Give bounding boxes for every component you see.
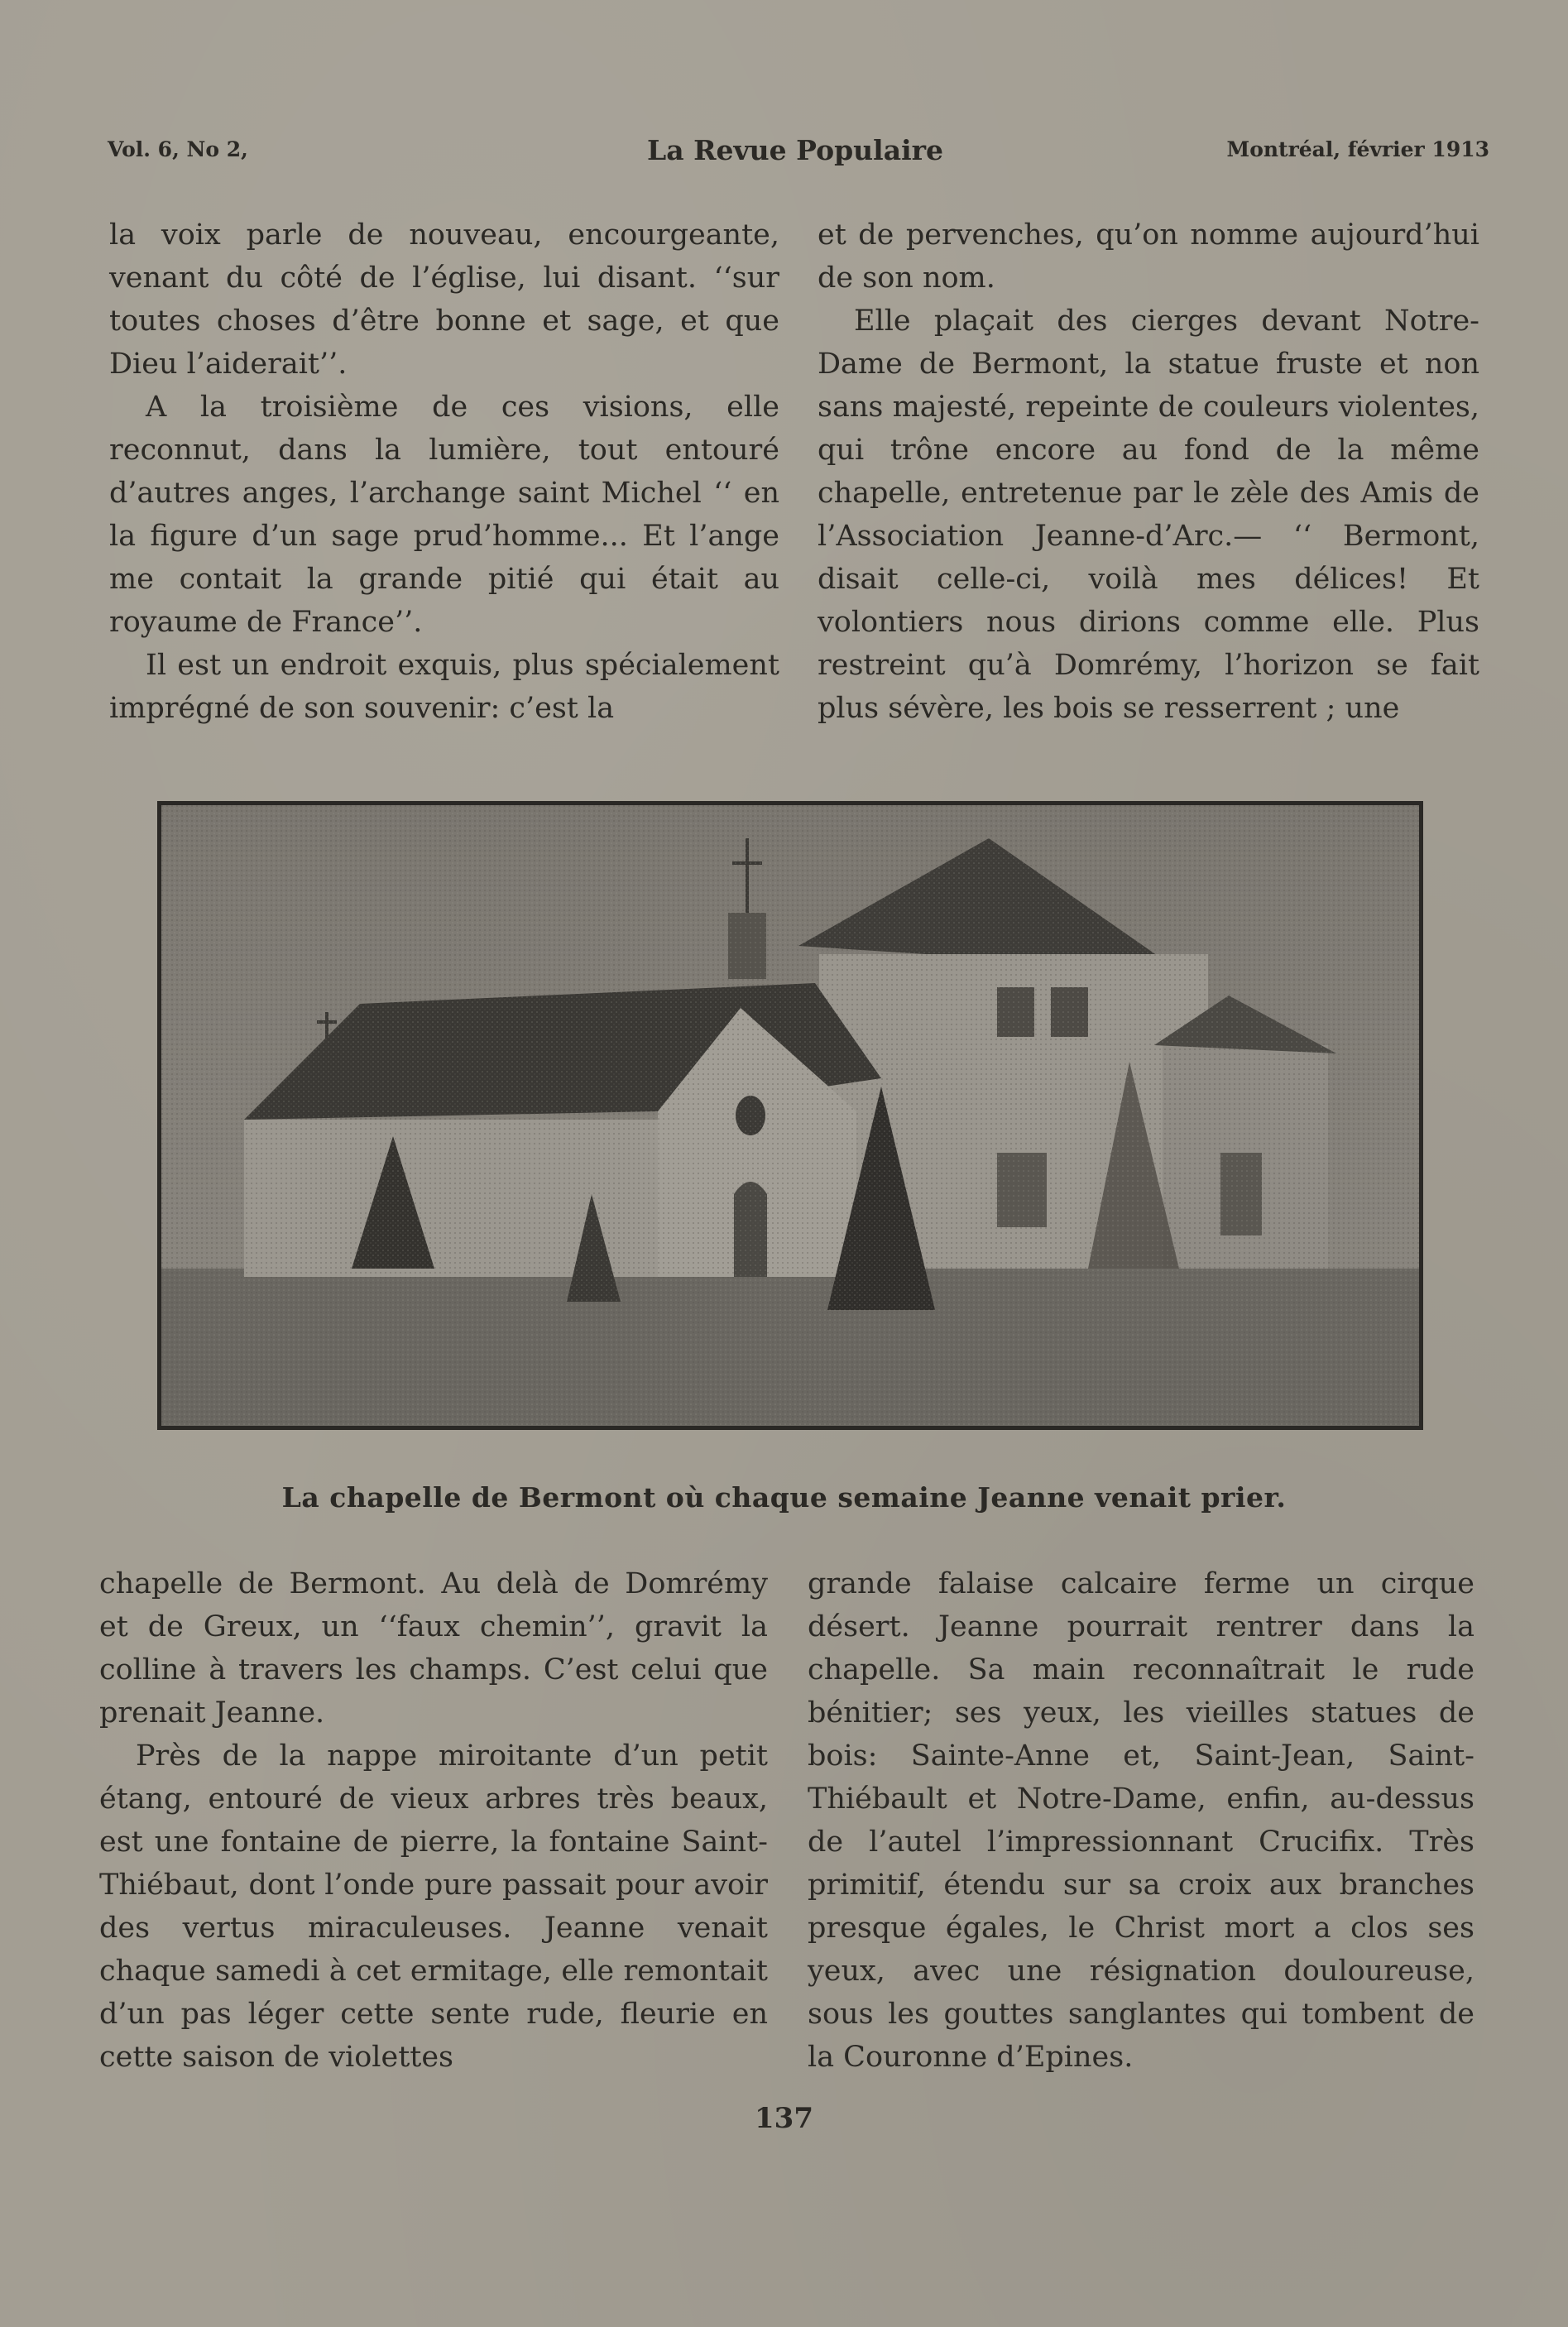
paragraph: A la troisième de ces visions, elle reconnut, dans la lumière, tout entouré d’autres anges, l’archange saint Michel ‘‘ en la figure d’un sage prud’homme... Et l’ange me contait la grande pitié qui était au royaume de France’’. — [109, 391, 779, 639]
volume-number: Vol. 6, No 2, — [108, 137, 248, 161]
running-header — [108, 134, 1489, 174]
column-top-left — [109, 214, 779, 730]
paragraph: Elle plaçait des cierges devant Notre-Dame de Bermont, la statue fruste et non sans majesté, repeinte de couleurs violentes, qui trône encore au fond de la même chapelle, entretenue par le zèle des Amis de l’Association Jeanne-d’Arc.— ‘‘ Bermont, disait celle-ci, voilà mes délices! Et volontiers nous dirions comme elle. Plus restreint qu’à Domrémy, l’horizon se fait plus sévère, les bois se resserrent ; une — [818, 305, 1479, 725]
paragraph: grande falaise calcaire ferme un cirque désert. Jeanne pourrait rentrer dans la chapelle. Sa main reconnaîtrait le rude bénitier; ses yeux, les vieilles statues de bois: Sainte-Anne et, Saint-Jean, Saint-Thiébault et Notre-Dame, enfin, au-dessus de l’autel l’impressionnant Crucifix. Très primitif, étendu sur sa croix aux branches presque égales, le Christ mort a clos ses yeux, avec une résignation douloureuse, sous les gouttes sanglantes qui tombent de la Couronne d’Epines. — [808, 1567, 1474, 2074]
paragraph: Près de la nappe miroitante d’un petit étang, entouré de vieux arbres très beaux, est une fontaine de pierre, la fontaine Saint-Thiébaut, dont l’onde pure passait pour avoir des vertus miraculeuses. Jeanne venait chaque samedi à cet ermitage, elle remontait d’un pas léger cette sente rude, fleurie en cette saison de violettes — [99, 1739, 768, 2074]
paragraph: chapelle de Bermont. Au delà de Domrémy et de Greux, un ‘‘faux chemin’’, gravit la colline à travers les champs. C’est celui que prenait Jeanne. — [99, 1567, 768, 1730]
photo-caption: La chapelle de Bermont où chaque semaine Jeanne venait prier. — [281, 1481, 1287, 1514]
column-bottom-right — [808, 1562, 1474, 2079]
column-bottom-left — [99, 1562, 768, 2079]
place-date: Montréal, février 1913 — [1226, 137, 1489, 161]
chapel-photograph — [157, 801, 1423, 1430]
column-top-right — [818, 214, 1479, 730]
chapel-photo-illustration — [161, 805, 1419, 1426]
paragraph: et de pervenches, qu’on nomme aujourd’hui de son nom. — [818, 218, 1479, 295]
paragraph: la voix parle de nouveau, encourgeante, venant du côté de l’église, lui disant. ‘‘sur toutes choses d’être bonne et sage, et que Dieu l’aiderait’’. — [109, 218, 779, 381]
journal-title: La Revue Populaire — [647, 134, 943, 166]
paragraph: Il est un endroit exquis, plus spécialement imprégné de son souvenir: c’est la — [109, 649, 779, 725]
page-number: 137 — [755, 2102, 813, 2135]
